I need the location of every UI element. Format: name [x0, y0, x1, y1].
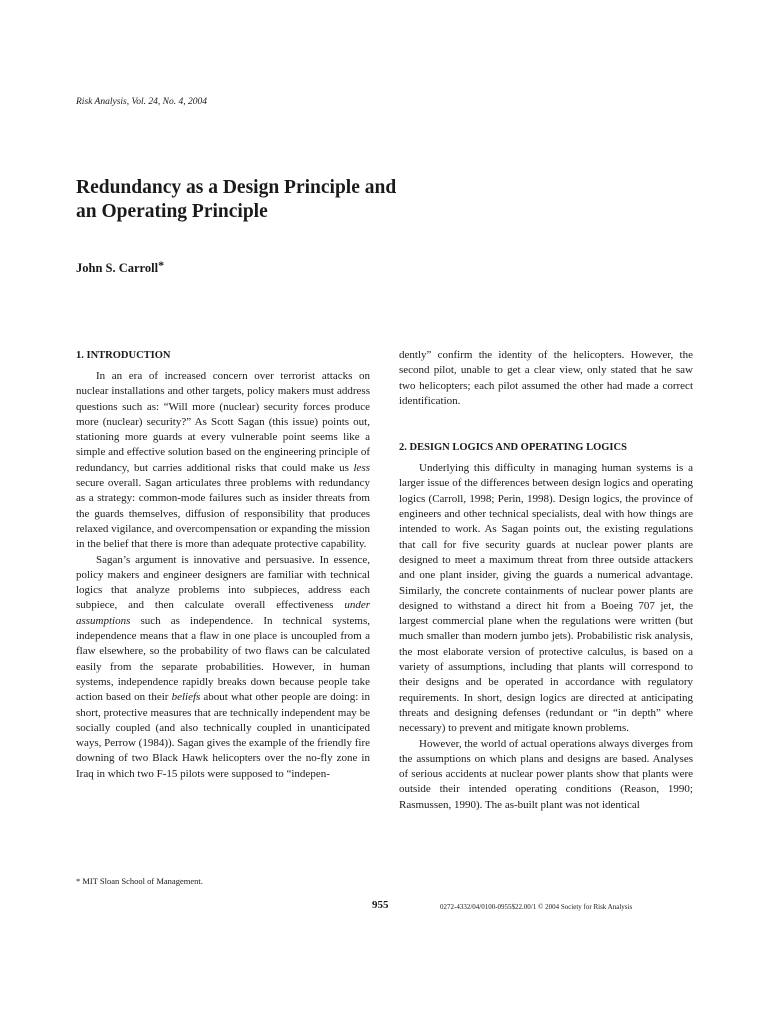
continued-paragraph: dently” confirm the identity of the helicopters. However, the second pilot, unable to get a clear view, only stated that he saw two helicopters; each pilot assumed the other had made a correct identification. — [399, 349, 693, 407]
journal-citation: Risk Analysis, Vol. 24, No. 4, 2004 — [76, 97, 207, 107]
emphasis: under assumptions — [76, 599, 370, 627]
title-line-1: Redundancy as a Design Principle and — [76, 177, 397, 198]
text-run: Sagan’s argument is innovative and persuasive. In essence, policy makers and engineer designers are familiar with technical logics that analyze problems into subpieces, address each subpiece, and then calculate overall effectiveness — [76, 553, 370, 612]
page-number: 955 — [372, 899, 389, 911]
author-name: John S. Carroll — [76, 261, 159, 275]
left-column — [76, 348, 370, 782]
text-run: about what other people are doing: in short, protective measures that are technically independent may be socially coupled (and also technically coupled in unanticipated ways, Perrow (1984)). Sagan gives the example of the friendly fire downing of two Black Hawk helicopters over the no-fly zone in Iraq in which two F-15 pilots were supposed to “indepen- — [76, 691, 370, 780]
intro-paragraph-2 — [76, 553, 370, 782]
right-column — [399, 348, 693, 813]
emphasis: less — [353, 461, 370, 474]
section-2-heading: 2. DESIGN LOGICS AND OPERATING LOGICS — [399, 442, 627, 454]
section-2-paragraph-2: However, the world of actual operations always diverges from the assumptions on which plans and designs are based. Analyses of serious accidents at nuclear power plants show that plants were outside their intended operating conditions (Reason, 1990; Rasmussen, 1990). The as-built plant was not identical — [399, 737, 693, 811]
text-run: In an era of increased concern over terrorist attacks on nuclear installations and other targets, policy makers must address questions such as: “Will more (nuclear) security forces produce more (nuclear) security?” As Scott Sagan (this issue) points out, stationing more guards at every vulnerable point seems like a simple and effective solution based on the engineering principle of redundancy, but carries additional risks that could make us — [76, 370, 370, 474]
title-line-2: an Operating Principle — [76, 201, 268, 222]
affiliation-footnote: * MIT Sloan School of Management. — [76, 876, 203, 886]
copyright-line: 0272-4332/04/0100-0955$22.00/1 © 2004 Society for Risk Analysis — [440, 903, 633, 911]
emphasis: beliefs — [171, 691, 201, 704]
text-run: such as independence. In technical systems, independence means that a flaw in one place is uncoupled from a flaw elsewhere, so the probability of two flaws can be calculated easily from the separate probabilities. However, in human systems, independence rapidly breaks down because people take action based on their — [76, 614, 370, 704]
author — [76, 258, 164, 276]
author-footnote-mark: * — [158, 258, 165, 272]
section-1-heading: 1. INTRODUCTION — [76, 350, 171, 361]
section-2-paragraph-1: Underlying this difficulty in managing human systems is a larger issue of the differences between design logics and operating logics (Carroll, 1998; Perin, 1998). Design logics, the province of engineers and other technical specialists, deal with how things are intended to work. As Sagan points out, the existing regulations that call for five security guards at nuclear power plants are designed to meet a maximum threat from three outside attackers and one plant insider, giving the guards a numerical advantage. Similarly, the concrete containments of nuclear power plants are designed to withstand a direct hit from a Boeing 707 jet, the largest commercial plane when the regulations were written (but much smaller than modern jumbo jets). Probabilistic risk analysis, the most elaborate version of protective calculus, is based on a variety of assumptions, including that plants will correspond to their designs and be operated in accordance with regulatory requirements. In short, design logics are directed at anticipating threats and designing defenses (redundant or “in depth” where necessary) to prevent and mitigate known problems. — [399, 462, 693, 735]
text-run: secure overall. Sagan articulates three problems with redundancy as a strategy: common-mode failures such as insider threats from the guards themselves, diffusion of responsibility that produces relaxed vigilance, and overcompensation or expanding the mission in the belief that there is more than adequate protective capability. — [76, 477, 370, 551]
paper-title — [76, 176, 696, 224]
intro-paragraph-1 — [76, 369, 370, 553]
